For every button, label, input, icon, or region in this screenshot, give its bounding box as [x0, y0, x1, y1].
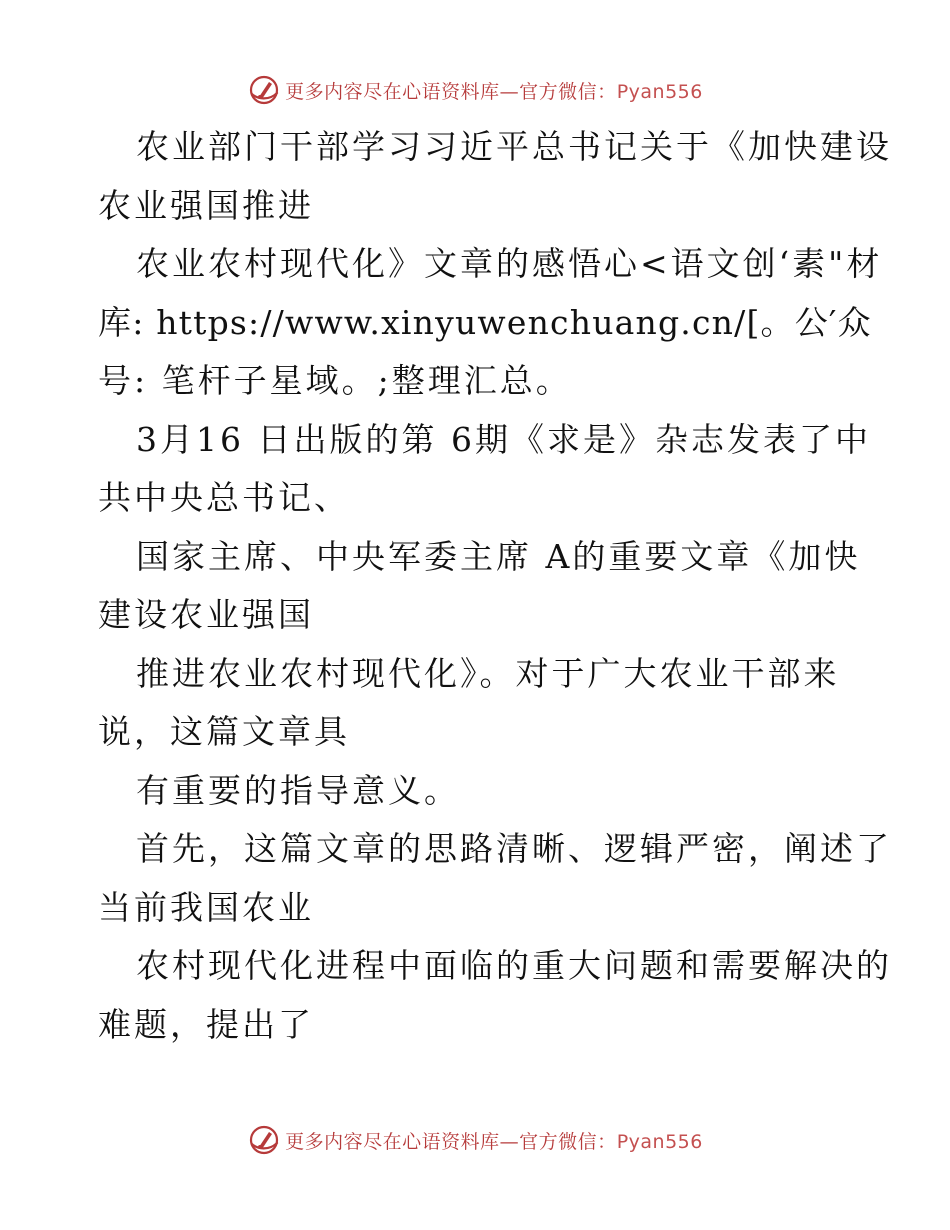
- body-line-3: 农业农村现代化》文章的感悟心<语文创‘素"材: [136, 244, 883, 283]
- body-line-6: 3月16 日出版的第 6期《求是》杂志发表了中: [136, 419, 871, 459]
- header-watermark-banner: [0, 70, 950, 110]
- body-line-14: 当前我国农业: [98, 887, 314, 927]
- body-line-13: 首先，这篇文章的思路清晰、逻辑严密，阐述了: [136, 829, 892, 868]
- footer-wechat-handle: Pyan556: [616, 1130, 703, 1153]
- body-line-5: 号: 笔杆子星域。;整理汇总。: [98, 361, 572, 400]
- body-line-2: 农业强国推进: [98, 185, 314, 225]
- body-line-7: 共中央总书记、: [98, 478, 350, 517]
- body-line-12: 有重要的指导意义。: [136, 770, 460, 810]
- body-line-9: 建设农业强国: [98, 595, 314, 634]
- pen-logo-icon: [247, 1123, 281, 1157]
- footer-dash: —: [499, 1130, 520, 1153]
- header-wechat-label: 官方微信：: [519, 80, 617, 103]
- header-banner-text: [285, 77, 703, 104]
- body-line-4: 库: https://www.xinyuwenchuang.cn/[。公′众: [98, 302, 872, 342]
- header-dash: —: [499, 80, 520, 103]
- footer-watermark-banner: [0, 1120, 950, 1160]
- body-line-15: 农村现代化进程中面临的重大问题和需要解决的: [136, 946, 892, 985]
- body-line-8: 国家主席、中央军委主席 A的重要文章《加快: [136, 536, 861, 576]
- footer-wechat-label: 官方微信：: [519, 1130, 617, 1153]
- footer-banner-text: [285, 1127, 703, 1154]
- body-line-10: 推进农业农村现代化》。对于广大农业干部来: [136, 653, 840, 693]
- body-line-1: 农业部门干部学习习近平总书记关于《加快建设: [136, 127, 892, 166]
- document-body: [98, 118, 892, 1054]
- footer-site-text: 更多内容尽在心语资料库: [285, 1130, 500, 1153]
- header-wechat-handle: Pyan556: [616, 80, 703, 103]
- body-line-11: 说，这篇文章具: [98, 712, 350, 751]
- header-site-text: 更多内容尽在心语资料库: [285, 80, 500, 103]
- body-line-16: 难题，提出了: [98, 1004, 314, 1044]
- pen-logo-icon: [247, 73, 281, 107]
